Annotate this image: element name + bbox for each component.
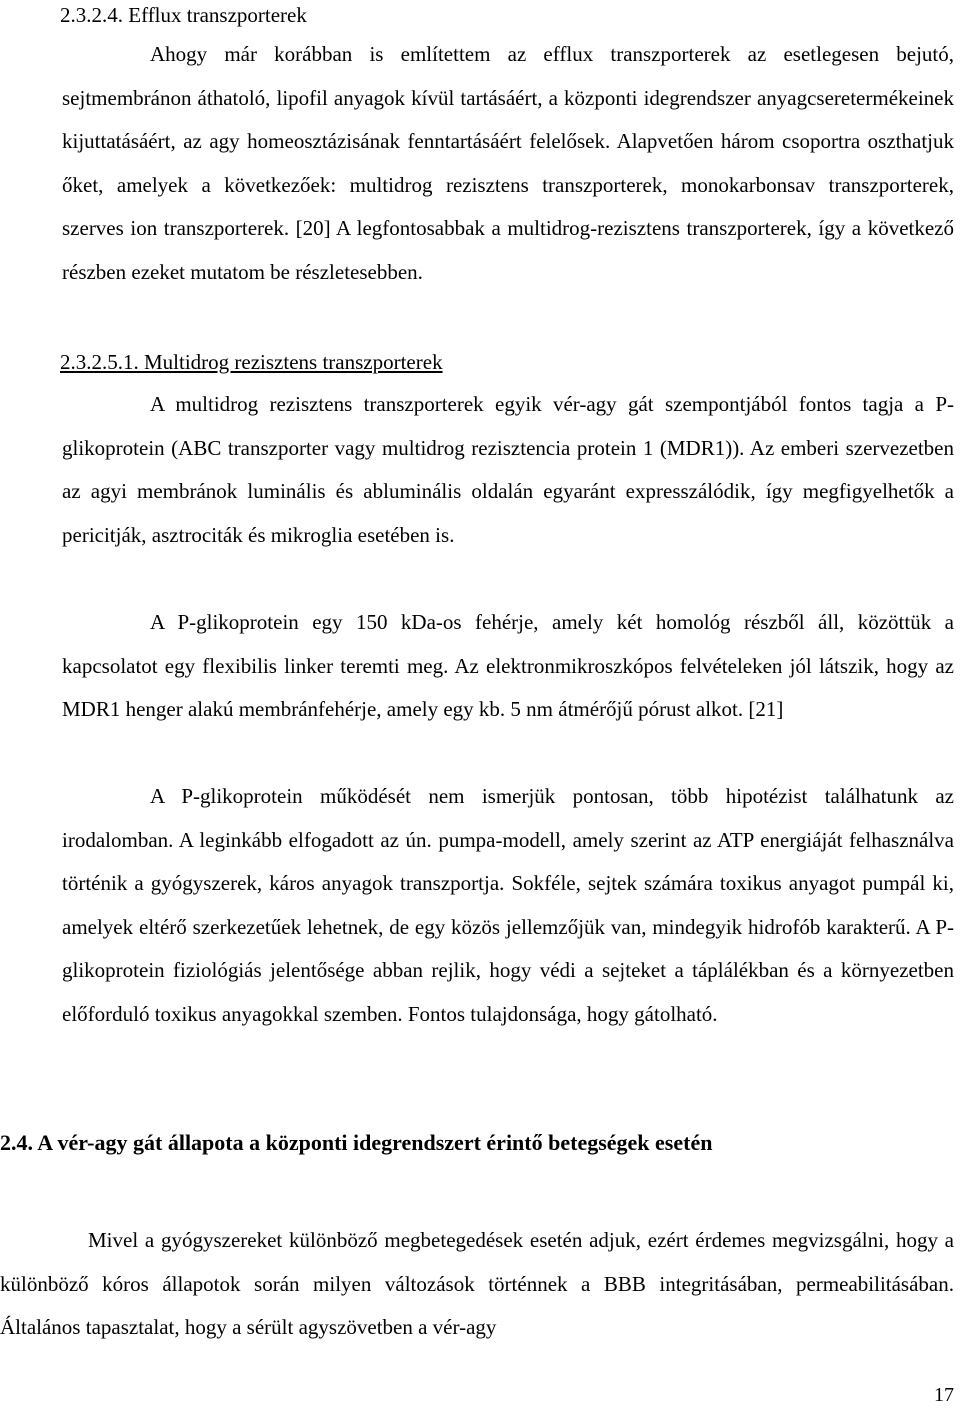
paragraph-efflux-intro: Ahogy már korábban is említettem az efflux transzporterek az esetlegesen bejutó, sejtmembránon áthatoló, lipofil anyagok kívül tartásáért, a központi idegrendszer anyagcseretermékeinek kijuttatásáért, az agy homeosztázisának fenntartásáért felelősek. Alapvetően három csoportra oszthatjuk őket, amelyek a következőek: multidrog rezisztens transzporterek, monokarbonsav transzporterek, szerves ion transzporterek. [20] A legfontosabbak a multidrog-rezisztens transzporterek, így a következő részben ezeket mutatom be részletesebben.	[62, 42, 954, 284]
paragraph-pgp-structure: A P-glikoprotein egy 150 kDa-os fehérje, amely két homológ részből áll, közöttük a kapcsolatot egy flexibilis linker teremti meg. Az elektronmikroszkópos felvételeken jól látszik, hogy az MDR1 henger alakú membránfehérje, amely egy kb. 5 nm átmérőjű pórust alkot. [21]	[62, 610, 954, 722]
heading-2-4: 2.4. A vér-agy gát állapota a központi idegrendszert érintő betegségek esetén	[0, 1130, 713, 1155]
page-number: 17	[934, 1384, 954, 1406]
paragraph-bbb-diseases: Mivel a gyógyszereket különböző megbetegedések esetén adjuk, ezért érdemes megvizsgálni, hogy a különböző kóros állapotok során milyen változások történnek a BBB integritásában, permeabilitásában. Általános tapasztalat, hogy a sérült agyszövetben a vér-agy	[0, 1228, 954, 1340]
heading-2-3-2-5-1: 2.3.2.5.1. Multidrog rezisztens transzporterek	[60, 350, 443, 374]
paragraph-mdr-intro: A multidrog rezisztens transzporterek egyik vér-agy gát szempontjából fontos tagja a P-glikoprotein (ABC transzporter vagy multidrog rezisztencia protein 1 (MDR1)). Az emberi szervezetben az agyi membránok luminális és abluminális oldalán egyaránt expresszálódik, így megfigyelhetők a pericitják, asztrociták és mikroglia esetében is.	[62, 392, 954, 547]
heading-2-3-2-4: 2.3.2.4. Efflux transzporterek	[60, 3, 307, 27]
paragraph-pgp-function: A P-glikoprotein működését nem ismerjük pontosan, több hipotézist találhatunk az irodalomban. A leginkább elfogadott az ún. pumpa-modell, amely szerint az ATP energiáját felhasználva történik a gyógyszerek, káros anyagok transzportja. Sokféle, sejtek számára toxikus anyagot pumpál ki, amelyek eltérő szerkezetűek lehetnek, de egy közös jellemzőjük van, mindegyik hidrofób karakterű. A P-glikoprotein fiziológiás jelentősége abban rejlik, hogy védi a sejteket a táplálékban és a környezetben előforduló toxikus anyagokkal szemben. Fontos tulajdonsága, hogy gátolható.	[62, 784, 954, 1026]
